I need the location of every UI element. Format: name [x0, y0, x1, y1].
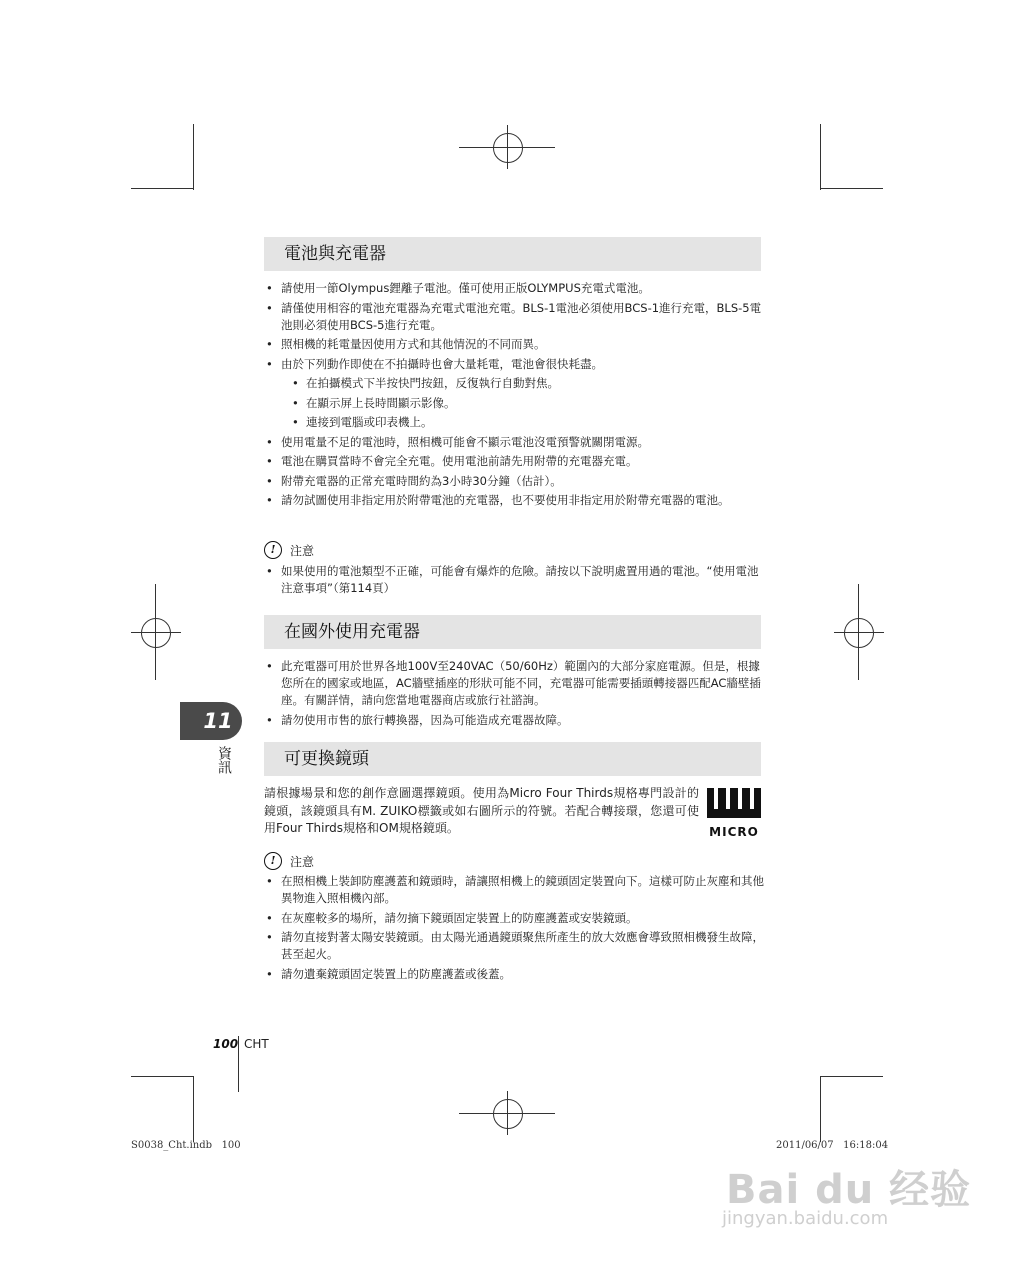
lens-intro: 請根據場景和您的創作意圖選擇鏡頭。使用為Micro Four Thirds規格專門設計的鏡頭，該鏡頭具有M. ZUIKO標籤或如右圖所示的符號。若配合轉接環，您還可使用Four Thirds規格和OM規格鏡頭。 — [264, 786, 699, 835]
chapter-tab: 11 — [180, 702, 242, 740]
page-number: 100 — [213, 1037, 239, 1051]
crop-mark — [193, 124, 194, 190]
list-item: • 請勿遺棄鏡頭固定裝置上的防塵護蓋或後蓋。 — [264, 966, 764, 983]
caution-heading-lens — [264, 851, 314, 871]
list-item: • 如果使用的電池類型不正確，可能會有爆炸的危險。請按以下說明處置用過的電池。“使用電池注意事項”（第114頁） — [264, 563, 764, 597]
list-item: • 請使用一節Olympus鋰離子電池。僅可使用正版OLYMPUS充電式電池。 — [264, 280, 764, 297]
list-subitem: • 在顯示屏上長時間顯示影像。 — [264, 395, 764, 412]
list-item: • 照相機的耗電量因使用方式和其他情況的不同而異。 — [264, 336, 764, 353]
crop-mark — [131, 188, 193, 189]
slug-timestamp: 2011/06/07 16:18:04 — [776, 1140, 889, 1151]
caution-heading-battery — [264, 540, 314, 560]
list-item: • 在照相機上裝卸防塵護蓋和鏡頭時，請讓照相機上的鏡頭固定裝置向下。這樣可防止灰塵和其他異物進入照相機內部。 — [264, 873, 764, 907]
folio-divider — [238, 1036, 239, 1092]
micro-four-thirds-icon — [705, 786, 763, 820]
abroad-list — [264, 658, 764, 731]
caution-icon: ! — [264, 541, 282, 559]
battery-list — [264, 280, 764, 512]
list-item: • 此充電器可用於世界各地100V至240VAC（50/60Hz）範圍內的大部分家庭電源。但是，根據您所在的國家或地區，AC牆壁插座的形狀可能不同，充電器可能需要插頭轉接器匹配AC牆壁插座。有關詳情，請向您當地電器商店或旅行社諮詢。 — [264, 658, 764, 709]
micro-four-thirds-logo — [705, 786, 763, 838]
list-item: • 在灰塵較多的場所，請勿摘下鏡頭固定裝置上的防塵護蓋或安裝鏡頭。 — [264, 910, 764, 927]
crop-mark — [820, 1076, 821, 1142]
list-item: • 使用電量不足的電池時，照相機可能會不顯示電池沒電預警就關閉電源。 — [264, 434, 764, 451]
watermark-logo: Bai du 经验 — [726, 1167, 972, 1213]
list-item: • 請勿試圖使用非指定用於附帶電池的充電器，也不要使用非指定用於附帶充電器的電池。 — [264, 492, 764, 509]
crop-mark — [131, 1076, 193, 1077]
lens-caution-list — [264, 873, 764, 985]
crop-mark — [821, 1076, 883, 1077]
language-code: CHT — [244, 1037, 269, 1051]
list-item: • 由於下列動作即使在不拍攝時也會大量耗電，電池會很快耗盡。 — [264, 356, 764, 373]
logo-label: MICRO — [709, 825, 759, 839]
crop-mark — [821, 188, 883, 189]
section-heading-lens: 可更換鏡頭 — [264, 742, 761, 776]
section-heading-abroad: 在國外使用充電器 — [264, 615, 761, 649]
caution-label: 注意 — [290, 854, 315, 869]
list-item: • 附帶充電器的正常充電時間約為3小時30分鐘（估計）。 — [264, 473, 764, 490]
watermark-url: jingyan.baidu.com — [722, 1208, 889, 1229]
chapter-label: 資訊 — [216, 746, 232, 774]
battery-caution-list — [264, 563, 764, 600]
crop-mark — [820, 124, 821, 190]
list-item: • 電池在購買當時不會完全充電。使用電池前請先用附帶的充電器充電。 — [264, 453, 764, 470]
list-item: • 請勿使用市售的旅行轉換器，因為可能造成充電器故障。 — [264, 712, 764, 729]
slug-file: S0038_Cht.indb 100 — [131, 1140, 241, 1151]
list-subitem: • 在拍攝模式下半按快門按鈕，反復執行自動對焦。 — [264, 375, 764, 392]
list-item: • 請勿直接對著太陽安裝鏡頭。由太陽光通過鏡頭聚焦所產生的放大效應會導致照相機發生故障，甚至起火。 — [264, 929, 764, 963]
section-heading-battery: 電池與充電器 — [264, 237, 761, 271]
list-item: • 請僅使用相容的電池充電器為充電式電池充電。BLS-1電池必須使用BCS-1進行充電，BLS-5電池則必須使用BCS-5進行充電。 — [264, 300, 764, 334]
list-subitem: • 連接到電腦或印表機上。 — [264, 414, 764, 431]
caution-label: 注意 — [290, 543, 315, 558]
crop-mark — [193, 1076, 194, 1142]
caution-icon: ! — [264, 852, 282, 870]
